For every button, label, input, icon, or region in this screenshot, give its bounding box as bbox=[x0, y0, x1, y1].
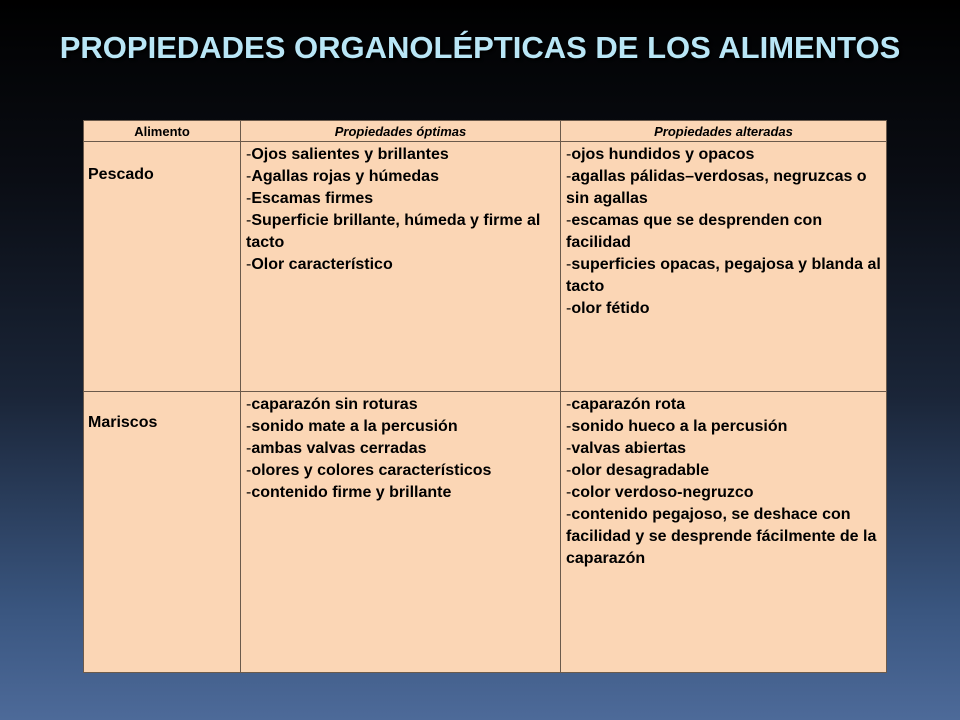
header-propiedades-alteradas: Propiedades alteradas bbox=[561, 121, 887, 142]
list-item: -caparazón rota bbox=[566, 396, 686, 413]
altered-list bbox=[566, 394, 882, 570]
list-item: -contenido pegajoso, se deshace con facilidad y se desprende fácilmente de la caparazón bbox=[566, 506, 877, 567]
table-row bbox=[84, 142, 887, 392]
altered-list bbox=[566, 144, 882, 320]
food-name: Mariscos bbox=[88, 414, 158, 431]
list-item: -escamas que se desprenden con facilidad bbox=[566, 212, 823, 251]
list-item: -olores y colores característicos bbox=[246, 462, 492, 479]
list-item: -sonido hueco a la percusión bbox=[566, 418, 788, 435]
food-name: Pescado bbox=[88, 166, 154, 183]
food-cell bbox=[84, 142, 241, 392]
list-item: -Superficie brillante, húmeda y firme al tacto bbox=[246, 212, 541, 251]
optimal-list bbox=[246, 144, 556, 276]
list-item: -Agallas rojas y húmedas bbox=[246, 168, 439, 185]
optimal-list bbox=[246, 394, 556, 504]
list-item: -caparazón sin roturas bbox=[246, 396, 418, 413]
altered-cell bbox=[561, 142, 887, 392]
header-propiedades-optimas: Propiedades óptimas bbox=[241, 121, 561, 142]
list-item: -ojos hundidos y opacos bbox=[566, 146, 755, 163]
list-item: -Escamas firmes bbox=[246, 190, 374, 207]
list-item: -Ojos salientes y brillantes bbox=[246, 146, 449, 163]
table-header-row bbox=[84, 121, 887, 142]
list-item: -ambas valvas cerradas bbox=[246, 440, 427, 457]
list-item: -Olor característico bbox=[246, 256, 393, 273]
table-row bbox=[84, 392, 887, 673]
list-item: -contenido firme y brillante bbox=[246, 484, 452, 501]
list-item: -valvas abiertas bbox=[566, 440, 687, 457]
food-cell bbox=[84, 392, 241, 673]
list-item: -olor fétido bbox=[566, 300, 650, 317]
properties-table bbox=[83, 120, 887, 673]
list-item: -agallas pálidas–verdosas, negruzcas o sin agallas bbox=[566, 168, 867, 207]
optimal-cell bbox=[241, 392, 561, 673]
list-item: -color verdoso-negruzco bbox=[566, 484, 754, 501]
altered-cell bbox=[561, 392, 887, 673]
header-alimento: Alimento bbox=[84, 121, 241, 142]
list-item: -superficies opacas, pegajosa y blanda al tacto bbox=[566, 256, 881, 295]
slide-title: PROPIEDADES ORGANOLÉPTICAS DE LOS ALIMENTOS bbox=[59, 30, 901, 65]
list-item: -olor desagradable bbox=[566, 462, 710, 479]
optimal-cell bbox=[241, 142, 561, 392]
list-item: -sonido mate a la percusión bbox=[246, 418, 458, 435]
